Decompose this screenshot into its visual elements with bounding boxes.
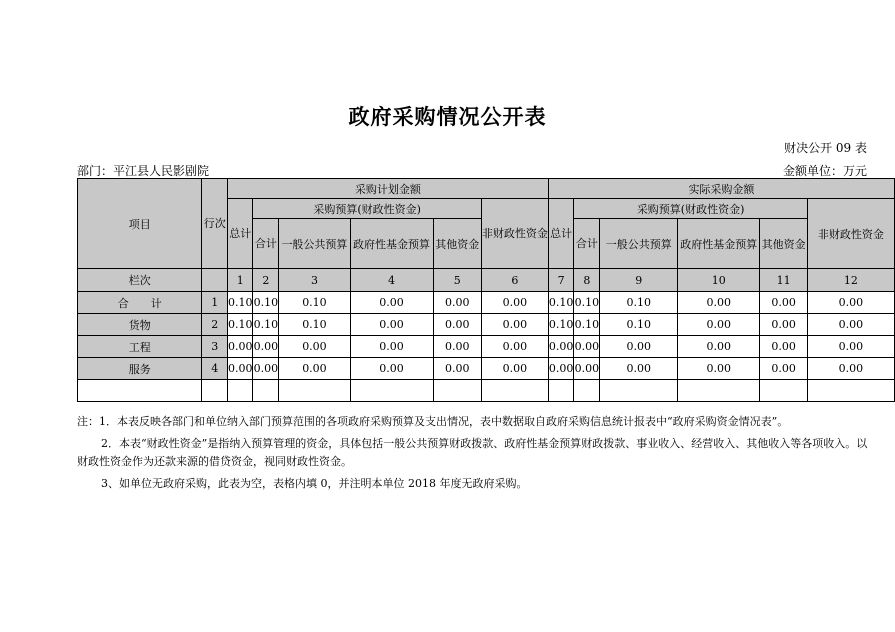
procurement-table <box>77 178 895 402</box>
cell-value: 0.00 <box>678 314 760 336</box>
row-number: 3 <box>202 336 228 358</box>
header-plan-general: 一般公共预算 <box>279 219 350 269</box>
cell-value: 0.10 <box>227 314 253 336</box>
cell-value: 0.00 <box>350 358 433 380</box>
cell-value: 0.10 <box>574 314 600 336</box>
cell-value: 0.10 <box>253 292 279 314</box>
cell-value: 0.00 <box>433 292 481 314</box>
column-number: 10 <box>678 269 760 292</box>
cell-value: 0.00 <box>548 358 574 380</box>
header-actual-non-fiscal: 非财政性资金 <box>807 199 894 269</box>
cell-value: 0.00 <box>678 358 760 380</box>
cell-value: 0.00 <box>481 314 548 336</box>
cell-value: 0.00 <box>807 292 894 314</box>
cell-value: 0.00 <box>279 358 350 380</box>
cell-value: 0.00 <box>481 358 548 380</box>
cell-value: 0.00 <box>600 336 678 358</box>
cell-value: 0.00 <box>350 292 433 314</box>
cell-value: 0.00 <box>600 358 678 380</box>
column-number: 11 <box>760 269 808 292</box>
column-number: 9 <box>600 269 678 292</box>
cell-value: 0.10 <box>253 314 279 336</box>
column-number: 8 <box>574 269 600 292</box>
cell-value: 0.00 <box>760 292 808 314</box>
table-row-services <box>78 358 895 380</box>
note-1: 注：1．本表反映各部门和单位纳入部门预算范围的各项政府采购预算及支出情况，表中数据取自政府采购信息统计报表中“政府采购资金情况表”。 <box>77 415 789 428</box>
column-number: 12 <box>807 269 894 292</box>
note-3: 3、如单位无政府采购，此表为空，表格内填 0，并注明本单位 2018 年度无政府采购。 <box>101 477 528 490</box>
header-plan-budget: 采购预算(财政性资金) <box>253 199 481 219</box>
column-number-label: 栏次 <box>78 269 202 292</box>
column-number: 4 <box>350 269 433 292</box>
cell-value: 0.10 <box>548 314 574 336</box>
cell-value: 0.00 <box>807 358 894 380</box>
row-number: 4 <box>202 358 228 380</box>
table-reference-code: 财决公开 09 表 <box>784 141 867 155</box>
cell-value: 0.00 <box>433 314 481 336</box>
cell-value: 0.00 <box>279 336 350 358</box>
row-label: 服务 <box>78 358 202 380</box>
cell-value: 0.00 <box>807 336 894 358</box>
cell-value: 0.00 <box>433 336 481 358</box>
notes <box>77 413 869 493</box>
header-plan-total: 总计 <box>227 199 253 269</box>
cell-value: 0.10 <box>574 292 600 314</box>
table-row-works <box>78 336 895 358</box>
header-plan-other: 其他资金 <box>433 219 481 269</box>
header-actual-budget: 采购预算(财政性资金) <box>574 199 807 219</box>
cell-value: 0.00 <box>253 336 279 358</box>
cell-value: 0.00 <box>678 336 760 358</box>
header-actual-subtotal: 合计 <box>574 219 600 269</box>
cell-value: 0.00 <box>807 314 894 336</box>
column-number: 6 <box>481 269 548 292</box>
cell-value: 0.10 <box>279 292 350 314</box>
header-actual-total: 总计 <box>548 199 574 269</box>
cell-value: 0.00 <box>350 314 433 336</box>
table-row-goods <box>78 314 895 336</box>
header-plan-subtotal: 合计 <box>253 219 279 269</box>
header-actual-group: 实际采购金额 <box>548 179 894 199</box>
column-number: 2 <box>253 269 279 292</box>
column-number: 1 <box>227 269 253 292</box>
row-number: 2 <box>202 314 228 336</box>
cell-value: 0.00 <box>227 358 253 380</box>
note-2: 2．本表“财政性资金”是指纳入预算管理的资金，具体包括一般公共预算财政拨款、政府性基金预算财政拨款、事业收入、经营收入、其他收入等各项收入。以财政性资金作为还款来源的借贷资金，视同财政性资金。 <box>77 437 868 468</box>
header-plan-non-fiscal: 非财政性资金 <box>481 199 548 269</box>
cell-value: 0.10 <box>279 314 350 336</box>
cell-value: 0.00 <box>574 336 600 358</box>
header-item: 项目 <box>78 179 202 269</box>
page-title: 政府采购情况公开表 <box>348 104 547 129</box>
cell-value: 0.00 <box>760 358 808 380</box>
cell-value: 0.00 <box>481 292 548 314</box>
column-number: 5 <box>433 269 481 292</box>
amount-unit-label: 金额单位：万元 <box>782 164 867 178</box>
row-label: 合 计 <box>78 292 202 314</box>
cell-value: 0.10 <box>227 292 253 314</box>
header-actual-general: 一般公共预算 <box>600 219 678 269</box>
department-label: 部门：平江县人民影剧院 <box>77 164 210 178</box>
cell-value: 0.00 <box>548 336 574 358</box>
header-actual-other: 其他资金 <box>760 219 808 269</box>
cell-value: 0.10 <box>600 292 678 314</box>
cell-value: 0.10 <box>548 292 574 314</box>
header-row-no: 行次 <box>202 179 228 269</box>
column-number: 7 <box>548 269 574 292</box>
table-row-total <box>78 292 895 314</box>
cell-value: 0.00 <box>760 336 808 358</box>
row-label: 工程 <box>78 336 202 358</box>
column-number: 3 <box>279 269 350 292</box>
header-plan-group: 采购计划金额 <box>227 179 548 199</box>
header-plan-fund: 政府性基金预算 <box>350 219 433 269</box>
header-actual-fund: 政府性基金预算 <box>678 219 760 269</box>
cell-value: 0.00 <box>227 336 253 358</box>
cell-value: 0.00 <box>760 314 808 336</box>
cell-value: 0.00 <box>678 292 760 314</box>
cell-value: 0.00 <box>350 336 433 358</box>
table-row-empty <box>78 380 895 402</box>
cell-value: 0.00 <box>253 358 279 380</box>
row-number: 1 <box>202 292 228 314</box>
cell-value: 0.00 <box>433 358 481 380</box>
cell-value: 0.10 <box>600 314 678 336</box>
cell-value: 0.00 <box>574 358 600 380</box>
cell-value: 0.00 <box>481 336 548 358</box>
row-label: 货物 <box>78 314 202 336</box>
